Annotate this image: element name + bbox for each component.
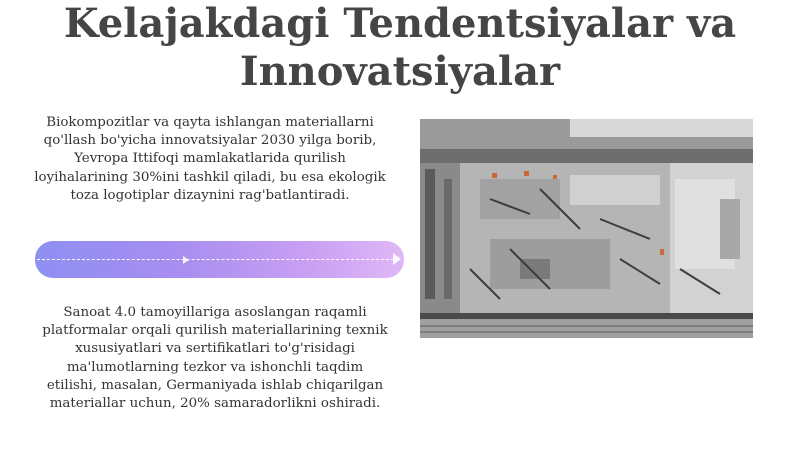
paragraph-industry-4-0: Sanoat 4.0 tamoyillariga asoslangan raqamli platformalar orqali qurilish materiallarining texnik xususiyatlari va sertifikatlari to'g'risidagi ma'lumotlarning tezkor va ishonchli taqdim etilishi, masalan, Germaniyada ishlab chiqarilgan materiallar uchun, 20% samaradorlikni oshiradi. [42, 305, 388, 412]
arrow-right-icon [393, 253, 401, 265]
paragraph-biocomposites: Biokompozitlar va qayta ishlangan materiallarni qo'llash bo'yicha innovatsiyalar 2030 yilga borib, Yevropa Ittifoqi mamlakatlarida qurilish loyihalarining 30%ini tashkil qiladi, bu esa ekologik toza logotiplar dizaynini rag'batlantiradi. [34, 115, 386, 203]
page-title-line-2: Innovatsiyalar [239, 48, 561, 95]
construction-site-photo [420, 119, 753, 338]
construction-site-illustration [420, 119, 753, 338]
dashed-line [37, 259, 394, 260]
gradient-divider [35, 241, 404, 278]
page-title [0, 0, 800, 96]
arrow-right-icon [183, 256, 189, 264]
page-title-line-1: Kelajakdagi Tendentsiyalar va [63, 0, 737, 47]
